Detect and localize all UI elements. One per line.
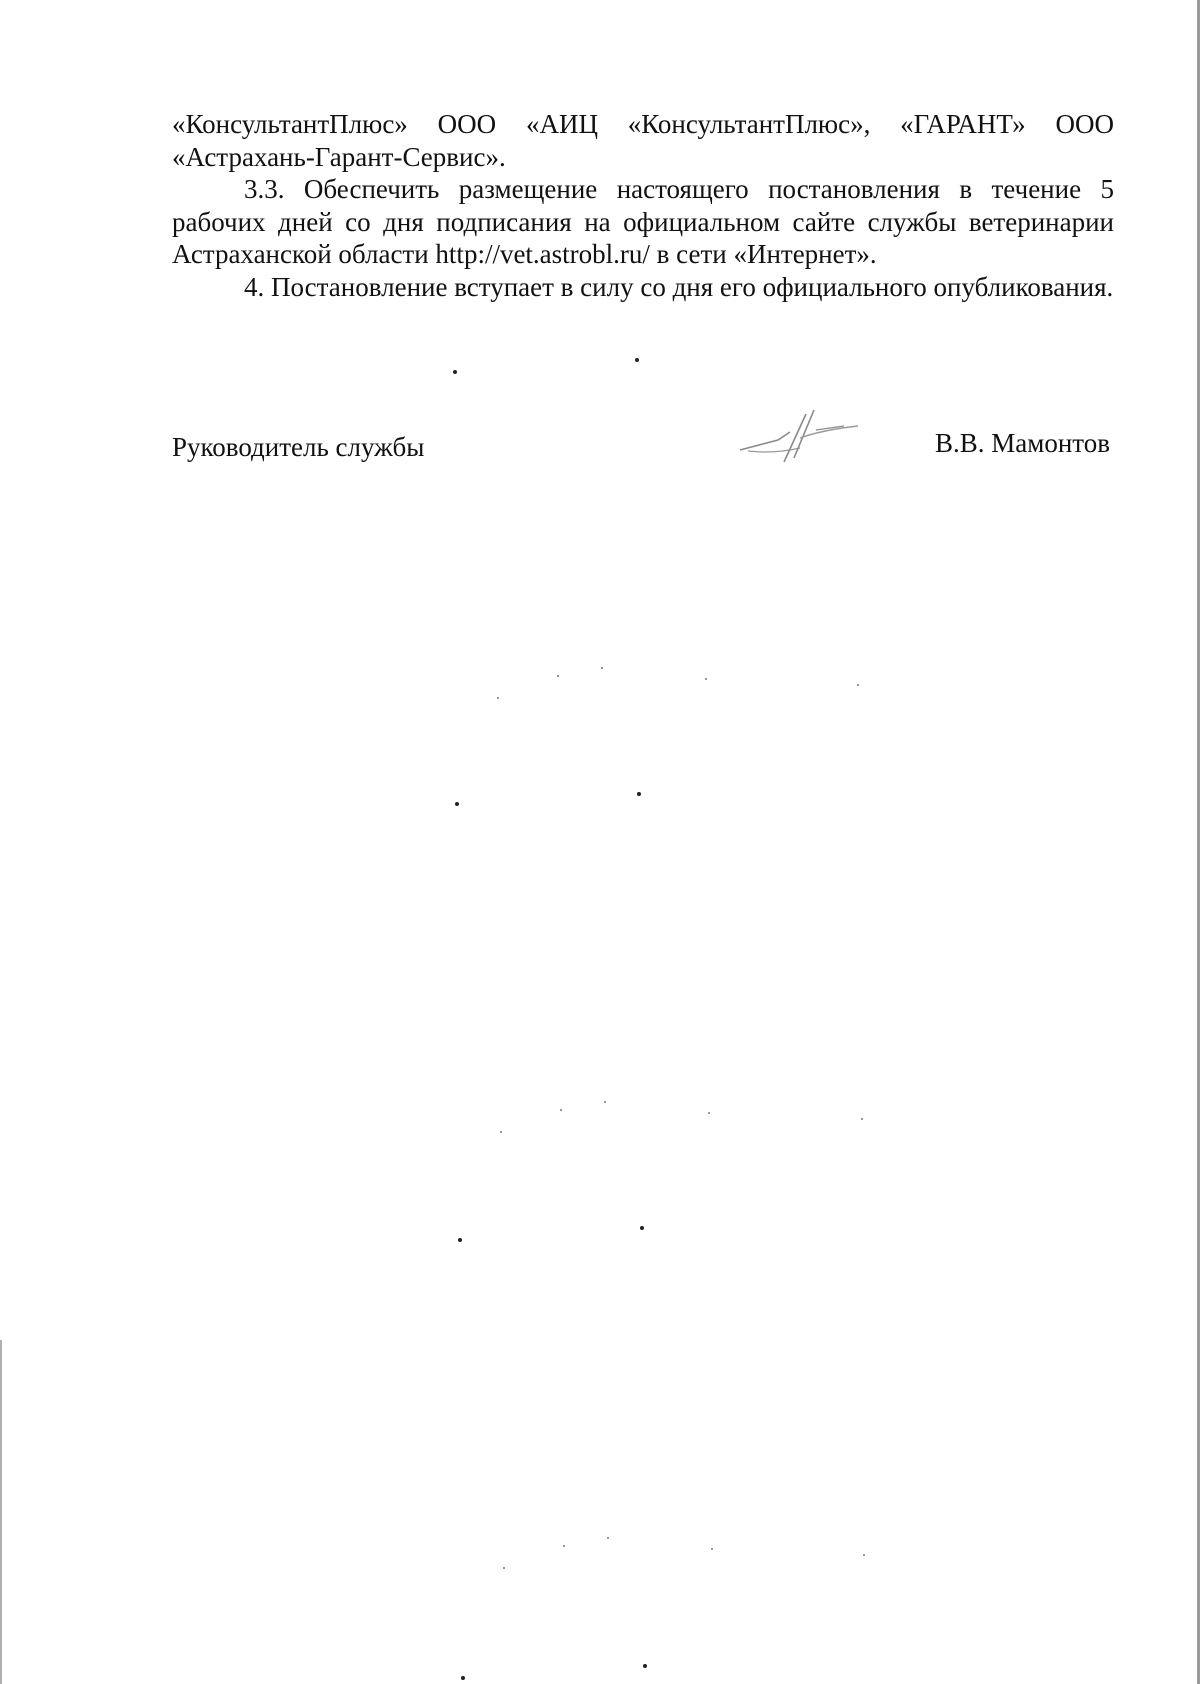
scan-speck bbox=[557, 675, 559, 677]
scan-speck bbox=[604, 1101, 606, 1103]
paragraph-3-3: 3.3. Обеспечить размещение настоящего постановления в течение 5 рабочих дней со дня подписания на официальном сайте службы ветеринарии Астраханской области http://vet.astrobl.ru/ в сети «Интернет». bbox=[172, 174, 1114, 269]
scan-speck bbox=[563, 1545, 565, 1547]
scan-speck bbox=[637, 792, 641, 796]
scan-speck bbox=[455, 802, 459, 806]
scan-edge-left bbox=[0, 1340, 2, 1684]
scan-speck bbox=[607, 1537, 609, 1539]
scan-speck bbox=[640, 1226, 644, 1230]
scan-speck bbox=[863, 1554, 865, 1556]
scan-speck bbox=[635, 358, 639, 362]
handwritten-signature bbox=[734, 404, 874, 474]
scan-speck bbox=[560, 1109, 562, 1111]
scan-speck bbox=[861, 1118, 863, 1120]
signature-block bbox=[172, 424, 1114, 484]
scan-speck bbox=[643, 1664, 647, 1668]
scan-speck bbox=[497, 697, 499, 699]
scan-speck bbox=[601, 667, 603, 669]
scan-speck bbox=[708, 1112, 710, 1114]
scan-speck bbox=[711, 1548, 713, 1550]
document-body bbox=[172, 108, 1114, 303]
scan-speck bbox=[705, 678, 707, 680]
scan-speck bbox=[857, 684, 859, 686]
signer-name: В.В. Мамонтов bbox=[935, 428, 1110, 458]
scan-speck bbox=[453, 370, 457, 374]
paragraph-continuation: «КонсультантПлюс» ООО «АИЦ «КонсультантПлюс», «ГАРАНТ» ООО «Астрахань-Гарант-Сервис». bbox=[172, 109, 1114, 172]
scan-speck bbox=[503, 1567, 505, 1569]
signer-title: Руководитель службы bbox=[172, 432, 425, 462]
scan-speck bbox=[461, 1676, 465, 1680]
paragraph-4: 4. Постановление вступает в силу со дня его официального опубликования. bbox=[244, 271, 1114, 302]
scan-speck bbox=[500, 1131, 502, 1133]
scan-speck bbox=[458, 1238, 462, 1242]
